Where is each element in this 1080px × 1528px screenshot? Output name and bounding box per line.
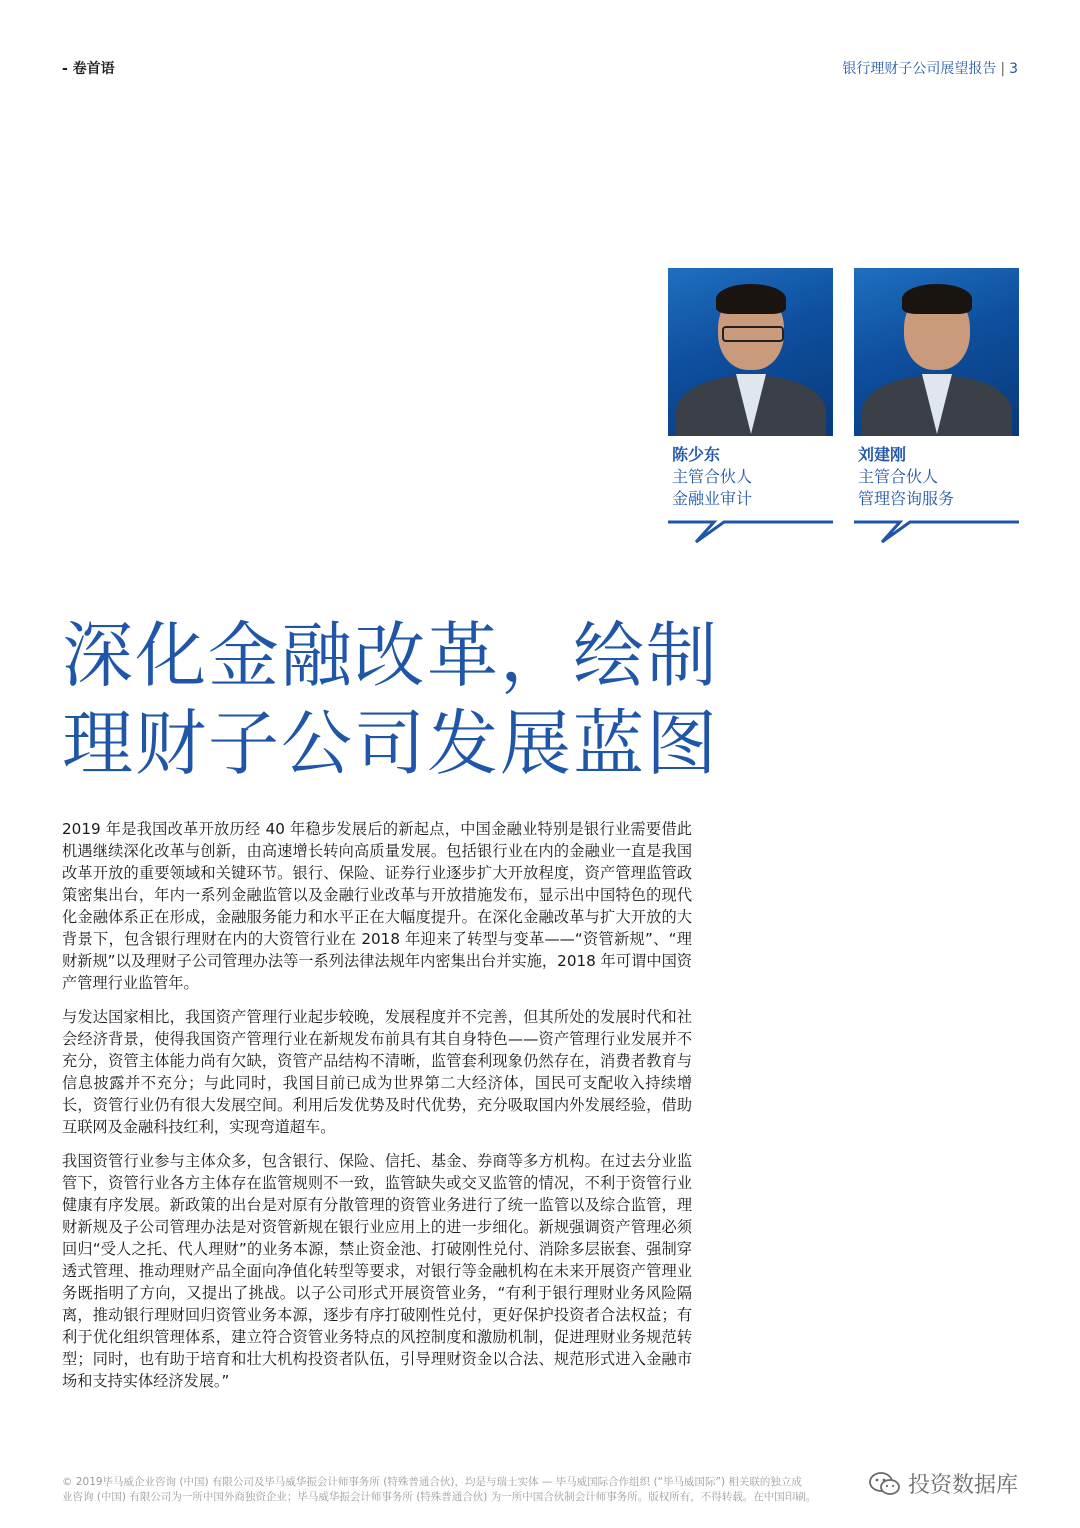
person-name: 陈少东 [672, 445, 721, 464]
report-title: 银行理财子公司展望报告 [842, 61, 997, 77]
running-header [842, 58, 1018, 78]
person-name: 刘建刚 [858, 445, 907, 464]
person-card [668, 268, 833, 544]
article-body [62, 818, 692, 1404]
copyright-footer [62, 1475, 902, 1505]
watermark [868, 1468, 1018, 1499]
speech-pointer-icon [668, 520, 833, 544]
paragraph: 我国资管行业参与主体众多，包含银行、保险、信托、基金、券商等多方机构。在过去分业监管下，资管行业各方主体存在监管规则不一致，监管缺失或交叉监管的情况，不利于资管行业健康有序发展。新政策的出台是对原有分散管理的资管业务进行了统一监管以及综合监管，理财新规及子公司管理办法是对资管新规在银行业应用上的进一步细化。新规强调资产管理必须回归“受人之托、代人理财”的业务本源，禁止资金池、打破刚性兑付、消除多层嵌套、强制穿透式管理、推动理财产品全面向净值化转型等要求，对银行等金融机构在未来开展资产管理业务既指明了方向，又提出了挑战。以子公司形式开展资管业务，“有利于银行理财业务风险隔离，推动银行理财回归资管业务本源，逐步有序打破刚性兑付，更好保护投资者合法权益；有利于优化组织管理体系，建立符合资管业务特点的风控制度和激励机制，促进理财业务规范转型；同时，也有助于培育和壮大机构投资者队伍，引导理财资金以合法、规范形式进入金融市场和支持实体经济发展。” [62, 1152, 692, 1390]
title-line-2: 理财子公司发展蓝图 [62, 702, 720, 785]
person-department: 金融业审计 [672, 489, 753, 508]
watermark-text: 投资数据库 [908, 1473, 1019, 1498]
header-separator: | [1000, 61, 1006, 77]
portrait-photo [668, 268, 833, 436]
page-number: 3 [1009, 61, 1018, 77]
footer-line: 业咨询 (中国) 有限公司为一所中国外商独资企业；毕马威华振会计师事务所 (特殊普通合伙) 为一所中国合伙制会计师事务所。版权所有，不得转载。在中国印刷。 [62, 1491, 817, 1503]
paragraph: 与发达国家相比，我国资产管理行业起步较晚，发展程度并不完善，但其所处的发展时代和社会经济背景，使得我国资产管理行业在新规发布前具有其自身特色——资产管理行业发展并不充分，资管主体能力尚有欠缺，资管产品结构不清晰，监管套利现象仍然存在，消费者教育与信息披露并不充分；与此同时，我国目前已成为世界第二大经济体，国民可支配收入持续增长，资管行业仍有很大发展空间。利用后发优势及时代优势，充分吸取国内外发展经验，借助互联网及金融科技红利，实现弯道超车。 [62, 1008, 692, 1136]
person-department: 管理咨询服务 [858, 489, 955, 508]
footer-line: © 2019毕马威企业咨询 (中国) 有限公司及毕马威华振会计师事务所 (特殊普通合伙)，均是与瑞士实体 — 毕马威国际合作组织 (“毕马威国际”) 相关联的独立成 [62, 1476, 802, 1488]
title-line-1: 深化金融改革，绘制 [62, 614, 720, 697]
paragraph: 2019 年是我国改革开放历经 40 年稳步发展后的新起点，中国金融业特别是银行业需要借此机遇继续深化改革与创新，由高速增长转向高质量发展。包括银行业在内的金融业一直是我国改革开放的重要领域和关键环节。银行、保险、证券行业逐步扩大开放程度，资产管理监管政策密集出台，年内一系列金融监管以及金融行业改革与开放措施发布，显示出中国特色的现代化金融体系正在形成，金融服务能力和水平正在大幅度提升。在深化金融改革与扩大开放的大背景下，包含银行理财在内的大资管行业在 2018 年迎来了转型与变革——“资管新规”、“理财新规”以及理财子公司管理办法等一系列法律法规年内密集出台并实施，2018 年可谓中国资产管理行业监管年。 [62, 820, 692, 992]
page-title [62, 612, 722, 788]
person-role: 主管合伙人 [858, 467, 939, 486]
speech-pointer-icon [854, 520, 1019, 544]
section-label: - 卷首语 [62, 61, 115, 77]
person-role: 主管合伙人 [672, 467, 753, 486]
wechat-icon [868, 1471, 902, 1497]
portrait-photo [854, 268, 1019, 436]
person-card [854, 268, 1019, 544]
